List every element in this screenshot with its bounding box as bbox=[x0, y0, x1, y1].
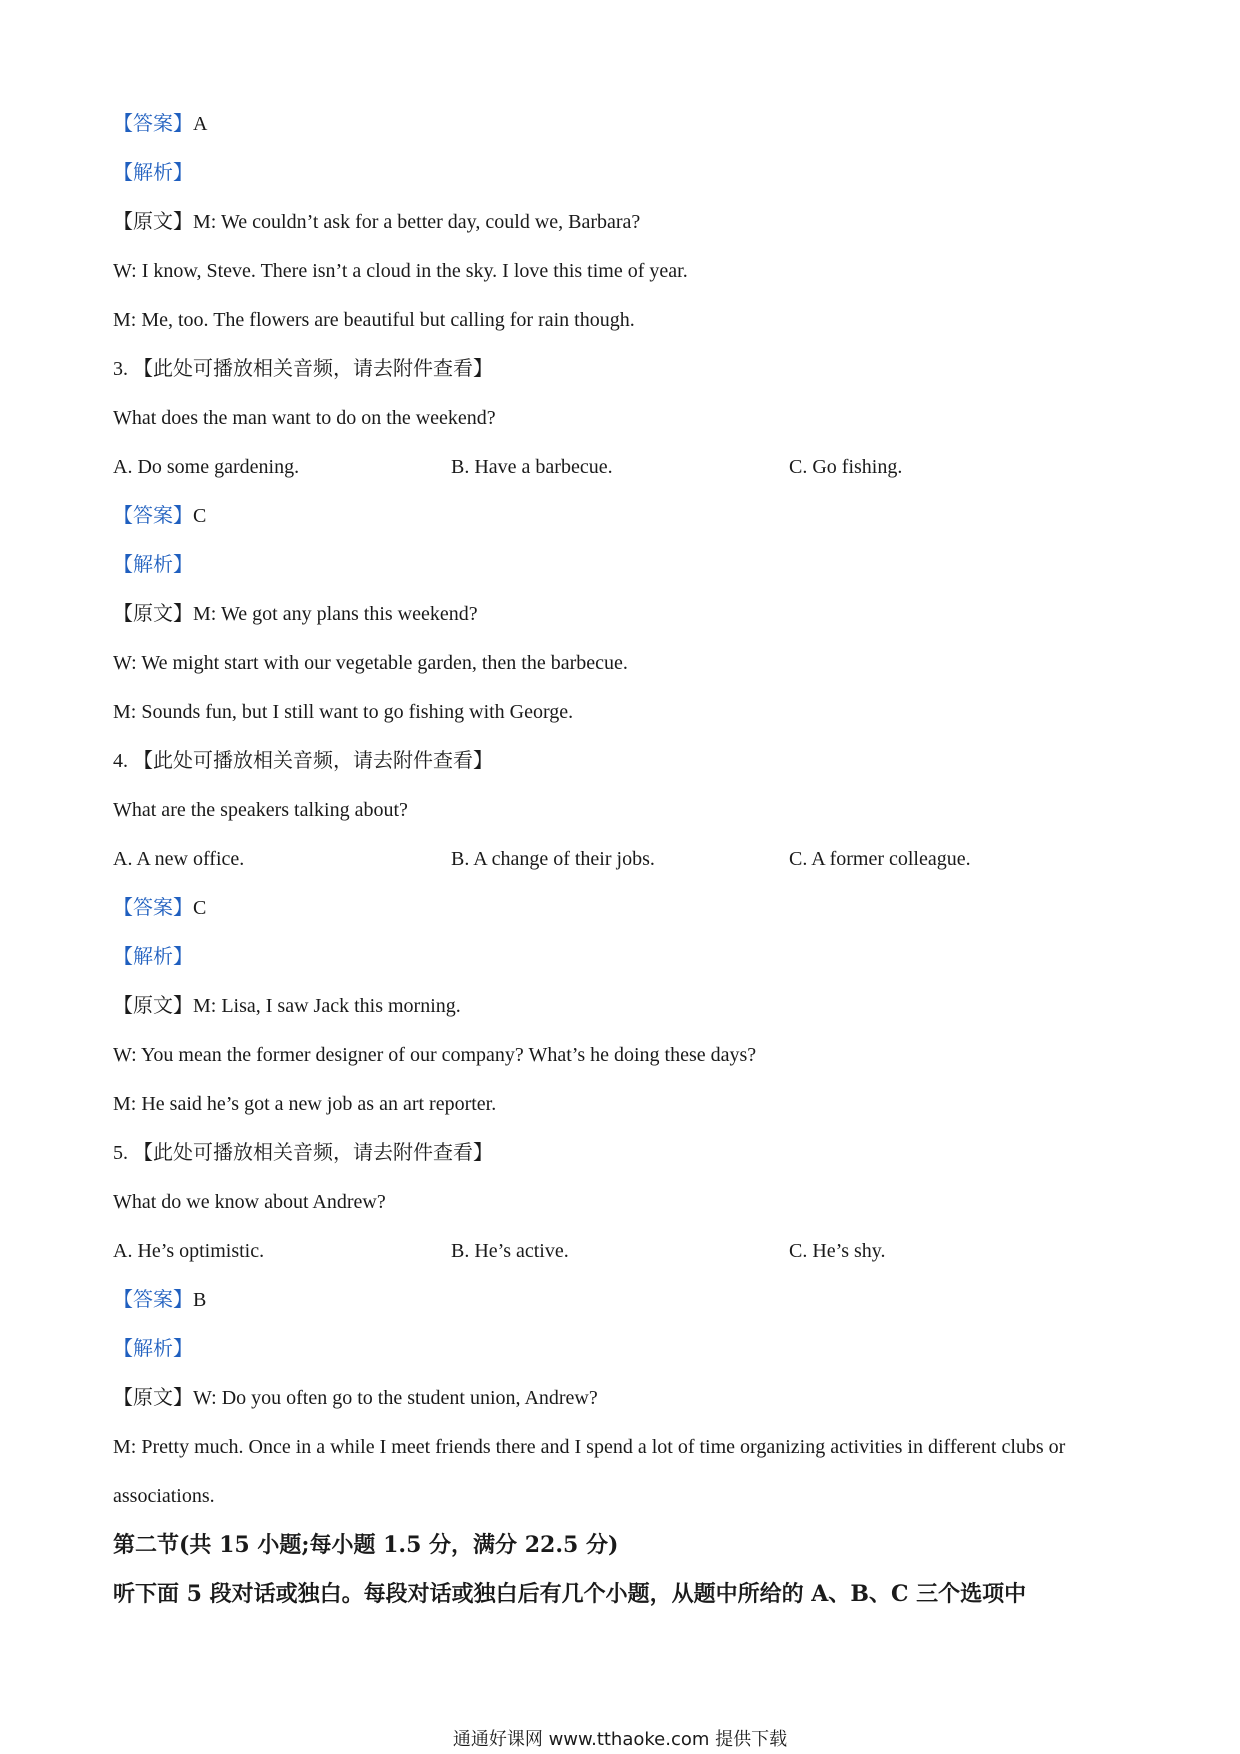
text-line: 5. 【此处可播放相关音频，请去附件查看】 bbox=[113, 1142, 493, 1164]
text-line: What do we know about Andrew? bbox=[113, 1191, 386, 1213]
option-a: A. He’s optimistic. bbox=[113, 1240, 265, 1262]
section-tag: 【答案】 bbox=[113, 897, 193, 919]
option-b: B. He’s active. bbox=[451, 1240, 569, 1262]
section-tag: 【原文】 bbox=[113, 603, 193, 625]
tagged-line bbox=[113, 1276, 1143, 1325]
section-tag: 【原文】 bbox=[113, 995, 193, 1017]
tagged-line bbox=[113, 492, 1143, 541]
section-heading: 第二节(共 15 小题;每小题 1.5 分，满分 22.5 分) bbox=[113, 1532, 619, 1558]
text-line: What are the speakers talking about? bbox=[113, 799, 408, 821]
text-line: What does the man want to do on the weekend? bbox=[113, 407, 496, 429]
tagged-line bbox=[113, 884, 1143, 933]
tagged-line bbox=[113, 100, 1143, 149]
option-c: C. Go fishing. bbox=[789, 456, 903, 478]
section-tag: 【解析】 bbox=[113, 1338, 193, 1360]
text-line: W: You mean the former designer of our company? What’s he doing these days? bbox=[113, 1044, 757, 1066]
section-tag: 【原文】 bbox=[113, 1387, 193, 1409]
section-tag: 【解析】 bbox=[113, 946, 193, 968]
line-text: C bbox=[193, 897, 207, 919]
option-b: B. A change of their jobs. bbox=[451, 848, 655, 870]
section-tag: 【答案】 bbox=[113, 1289, 193, 1311]
section-tag: 【解析】 bbox=[113, 162, 193, 184]
document-body bbox=[113, 100, 1143, 1619]
text-line: 3. 【此处可播放相关音频，请去附件查看】 bbox=[113, 358, 493, 380]
tagged-line bbox=[113, 933, 1143, 982]
text-line: M: Me, too. The flowers are beautiful but calling for rain though. bbox=[113, 309, 635, 331]
tagged-line bbox=[113, 1374, 1143, 1423]
option-c: C. He’s shy. bbox=[789, 1240, 886, 1262]
tagged-line bbox=[113, 149, 1143, 198]
text-line: M: He said he’s got a new job as an art reporter. bbox=[113, 1093, 497, 1115]
section-tag: 【答案】 bbox=[113, 113, 193, 135]
line-text: B bbox=[193, 1289, 207, 1311]
tagged-line bbox=[113, 590, 1143, 639]
line-text: W: Do you often go to the student union, Andrew? bbox=[193, 1387, 598, 1409]
transcript-line: M: Pretty much. Once in a while I meet friends there and I spend a lot of time organizing activities in different clubs or associations. bbox=[113, 1436, 1066, 1507]
section-heading: 听下面 5 段对话或独白。每段对话或独白后有几个小题，从题中所给的 A、B、C 三个选项中 bbox=[113, 1581, 1027, 1607]
section-tag: 【原文】 bbox=[113, 211, 193, 233]
line-text: M: We couldn’t ask for a better day, could we, Barbara? bbox=[193, 211, 641, 233]
line-text: M: We got any plans this weekend? bbox=[193, 603, 478, 625]
answer-options bbox=[113, 835, 1143, 884]
tagged-line bbox=[113, 1325, 1143, 1374]
text-line: W: I know, Steve. There isn’t a cloud in the sky. I love this time of year. bbox=[113, 260, 688, 282]
answer-options bbox=[113, 443, 1143, 492]
tagged-line bbox=[113, 982, 1143, 1031]
option-c: C. A former colleague. bbox=[789, 848, 971, 870]
page-footer: 通通好课网 www.tthaoke.com 提供下载 bbox=[452, 1729, 788, 1750]
tagged-line bbox=[113, 541, 1143, 590]
line-text: C bbox=[193, 505, 207, 527]
section-tag: 【解析】 bbox=[113, 554, 193, 576]
section-tag: 【答案】 bbox=[113, 505, 193, 527]
option-a: A. Do some gardening. bbox=[113, 456, 300, 478]
option-b: B. Have a barbecue. bbox=[451, 456, 613, 478]
answer-options bbox=[113, 1227, 1143, 1276]
tagged-line bbox=[113, 198, 1143, 247]
option-a: A. A new office. bbox=[113, 848, 245, 870]
line-text: M: Lisa, I saw Jack this morning. bbox=[193, 995, 461, 1017]
text-line: W: We might start with our vegetable garden, then the barbecue. bbox=[113, 652, 628, 674]
text-line: M: Sounds fun, but I still want to go fishing with George. bbox=[113, 701, 574, 723]
line-text: A bbox=[193, 113, 208, 135]
text-line: 4. 【此处可播放相关音频，请去附件查看】 bbox=[113, 750, 493, 772]
